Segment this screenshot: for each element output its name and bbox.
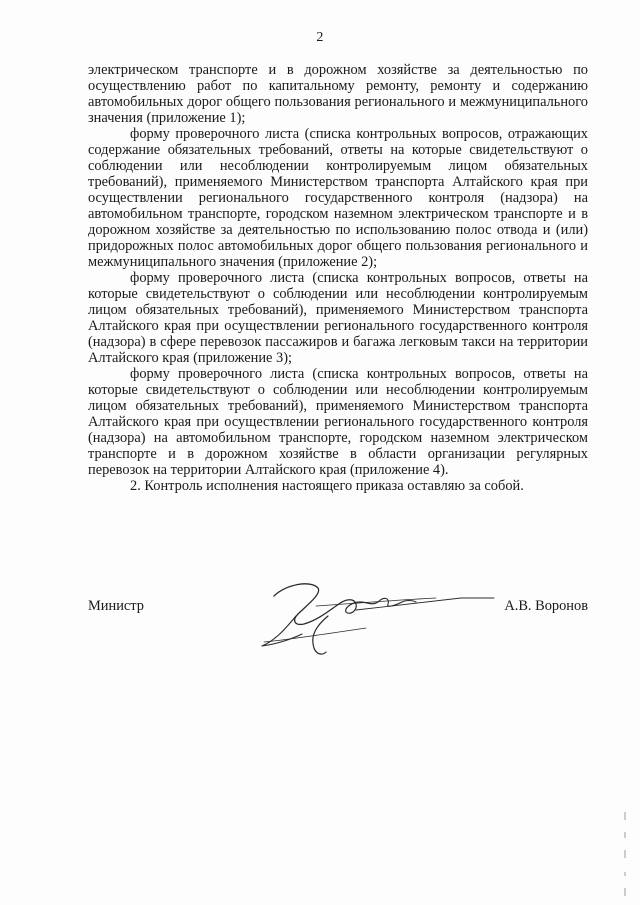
page-number: 2 bbox=[316, 30, 324, 45]
document-body bbox=[88, 62, 588, 494]
handwritten-signature bbox=[256, 576, 496, 660]
scan-edge-marks bbox=[622, 810, 628, 900]
paragraph-appendix-4: форму проверочного листа (списка контрольных вопросов, ответы на которые свидетельствуют о соблюдении или несоблюдении контролируемым лицом обязательных требований), применяемого Министерством транспорта Алтайского края при осуществлении регионального государственного контроля (надзора) на автомобильном транспорте, городском наземном электрическом транспорте и в дорожном хозяйстве в области организации регулярных перевозок на территории Алтайского края (приложение 4). bbox=[88, 366, 588, 478]
paragraph-appendix-3: форму проверочного листа (списка контрольных вопросов, ответы на которые свидетельствуют о соблюдении или несоблюдении контролируемым лицом обязательных требований), применяемого Министерством транспорта Алтайского края при осуществлении регионального государственного контроля (надзора) в сфере перевозок пассажиров и багажа легковым такси на территории Алтайского края (приложение 3); bbox=[88, 270, 588, 366]
paragraph-appendix-2: форму проверочного листа (списка контрольных вопросов, отражающих содержание обязательных требований, ответы на которые свидетельствуют о соблюдении или несоблюдении контролируемым лицом обязательных требований), применяемого Министерством транспорта Алтайского края при осуществлении регионального государственного контроля (надзора) на автомобильном транспорте, городском наземном электрическом транспорте и в дорожном хозяйстве за деятельностью по использованию полос отвода и (или) придорожных полос автомобильных дорог общего пользования регионального и межмуниципального значения (приложение 2); bbox=[88, 126, 588, 270]
paragraph-appendix-1: электрическом транспорте и в дорожном хозяйстве за деятельностью по осуществлению работ по капитальному ремонту, ремонту и содержанию автомобильных дорог общего пользования регионального и межмуниципального значения (приложение 1); bbox=[88, 62, 588, 126]
signatory-title: Министр bbox=[88, 598, 144, 614]
paragraph-control-clause: 2. Контроль исполнения настоящего приказа оставляю за собой. bbox=[130, 478, 524, 494]
signature-block bbox=[88, 598, 588, 658]
signatory-name: А.В. Воронов bbox=[504, 598, 588, 614]
